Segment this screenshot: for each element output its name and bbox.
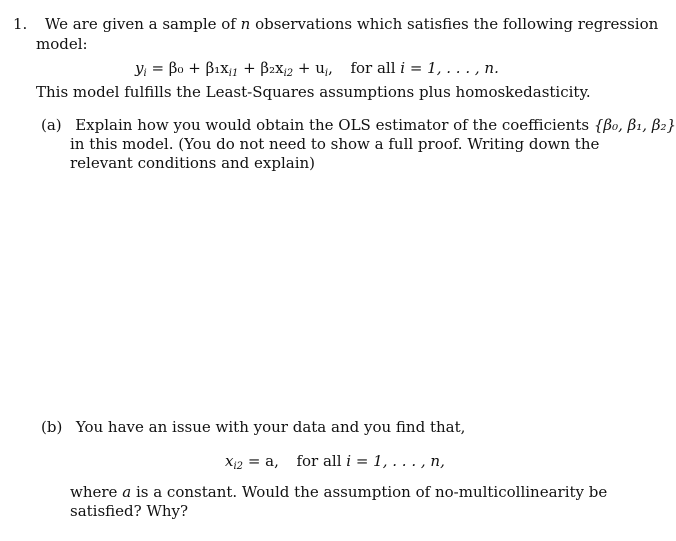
question-number: 1. [13,15,28,33]
part-b-text-where: where [70,483,118,501]
part-b-line-1 [41,417,465,437]
part-b-label: (b) [41,418,63,436]
part-a-line-2: in this model. (You do not need to show a full proof. Writing down the [70,135,600,153]
question-number-line [13,14,658,34]
part-b-condition-text: for all [296,452,342,470]
part-a-text-1: Explain how you would obtain the OLS estimator of the coefficients [75,116,590,134]
part-a-line-1 [41,115,676,135]
intro-line-2: model: [36,35,88,53]
regression-equation: $y_i = \beta_0 + \beta_1x_{i1} + \beta_2x_{i2} + u_i$, for all i = 1, . . . , n. [135,59,499,79]
intro-text-rest: observations which satisfies the following regression [255,15,659,33]
part-b-condition-math: i = 1, . . . , n, [346,452,445,470]
intro-variable-n: n [240,15,251,33]
part-b-text-1: You have an issue with your data and you find that, [75,418,466,436]
assumption-line: This model fulfills the Least-Squares assumptions plus homoskedasticity. [36,83,591,101]
equation-condition-text: for all [350,59,396,77]
part-b-equation: $x_{i2} = a$, for all i = 1, . . . , n, [225,452,445,472]
intro-text-start: We are given a sample of [44,15,236,33]
equation-condition-math: i = 1, . . . , n. [400,59,499,77]
part-b-text-rest: is a constant. Would the assumption of no-multicollinearity be [135,483,608,501]
part-a-coefficients: {β₀, β₁, β₂} [593,116,676,134]
part-a-line-3: relevant conditions and explain) [70,154,316,172]
part-b-line-3: satisfied? Why? [70,502,189,520]
part-b-line-2 [70,482,607,502]
part-a-label: (a) [41,116,62,134]
part-b-variable-a: a [122,483,132,501]
